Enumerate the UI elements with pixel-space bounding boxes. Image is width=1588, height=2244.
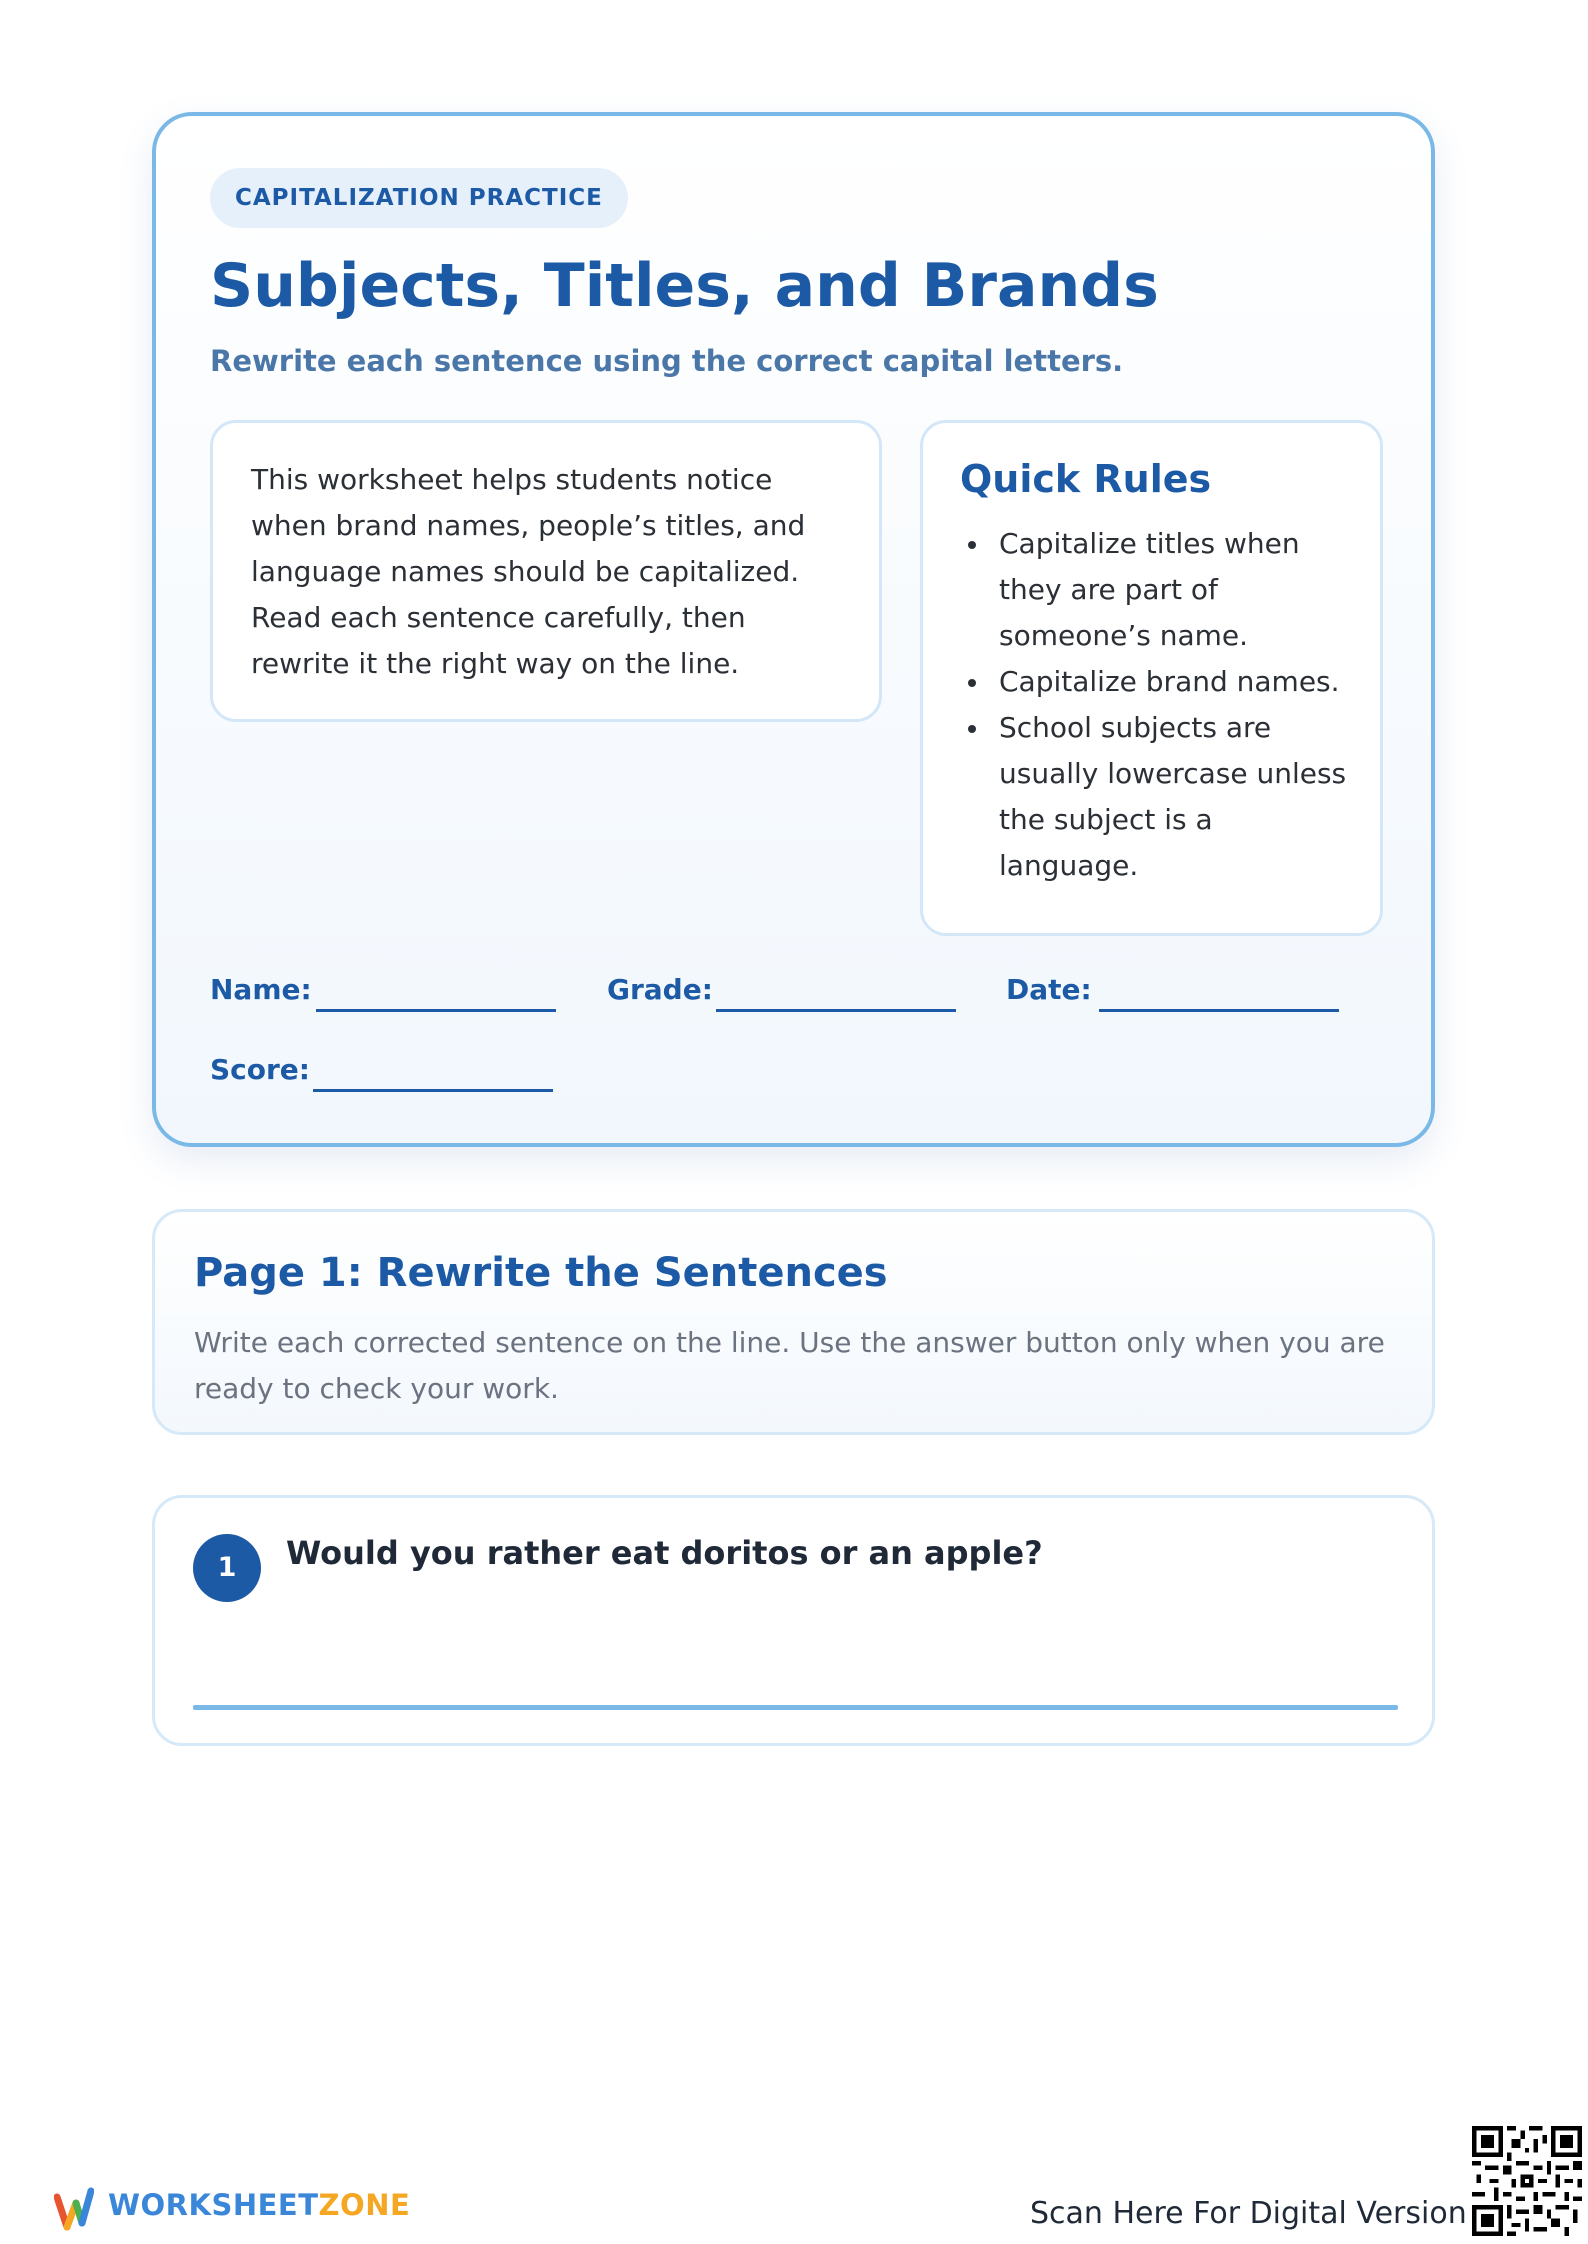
name-field[interactable] xyxy=(316,1009,556,1012)
answer-line[interactable] xyxy=(193,1705,1398,1710)
section-card xyxy=(152,1209,1435,1435)
rule-item: School subjects are usually lowercase unless the subject is a language. xyxy=(960,705,1356,889)
worksheetzone-logo-icon xyxy=(54,2183,94,2235)
quick-rules-box xyxy=(920,420,1383,936)
worksheetzone-logo xyxy=(108,2188,410,2222)
rule-item: Capitalize brand names. xyxy=(960,659,1356,705)
score-field[interactable] xyxy=(313,1089,553,1092)
question-number-badge: 1 xyxy=(193,1534,261,1602)
section-title: Page 1: Rewrite the Sentences xyxy=(194,1250,888,1296)
intro-box xyxy=(210,420,882,722)
scan-caption: Scan Here For Digital Version xyxy=(1030,2196,1467,2231)
qr-code-icon[interactable] xyxy=(1472,2126,1582,2236)
logo-text-part1: WORKSHEET xyxy=(108,2188,319,2222)
logo-text-part2: ZONE xyxy=(318,2188,411,2222)
score-label: Score: xyxy=(210,1053,310,1086)
section-description: Write each corrected sentence on the line. Use the answer button only when you are ready to check your work. xyxy=(194,1326,1385,1405)
worksheet-title: Subjects, Titles, and Brands xyxy=(210,251,1159,321)
grade-field[interactable] xyxy=(716,1009,956,1012)
question-card xyxy=(152,1495,1435,1746)
category-tag: CAPITALIZATION PRACTICE xyxy=(210,168,628,228)
worksheet-subtitle: Rewrite each sentence using the correct capital letters. xyxy=(210,344,1124,378)
name-label: Name: xyxy=(210,973,312,1006)
rule-item: Capitalize titles when they are part of someone’s name. xyxy=(960,521,1356,659)
grade-label: Grade: xyxy=(607,973,713,1006)
date-label: Date: xyxy=(1006,973,1092,1006)
quick-rules-title: Quick Rules xyxy=(960,457,1212,501)
question-text: Would you rather eat doritos or an apple? xyxy=(286,1534,1043,1572)
header-card xyxy=(152,112,1435,1147)
intro-text: This worksheet helps students notice when brand names, people’s titles, and language names should be capitalized. Read each sentence carefully, then rewrite it the right way on the line. xyxy=(251,463,806,680)
quick-rules-list xyxy=(960,521,1356,889)
date-field[interactable] xyxy=(1099,1009,1339,1012)
